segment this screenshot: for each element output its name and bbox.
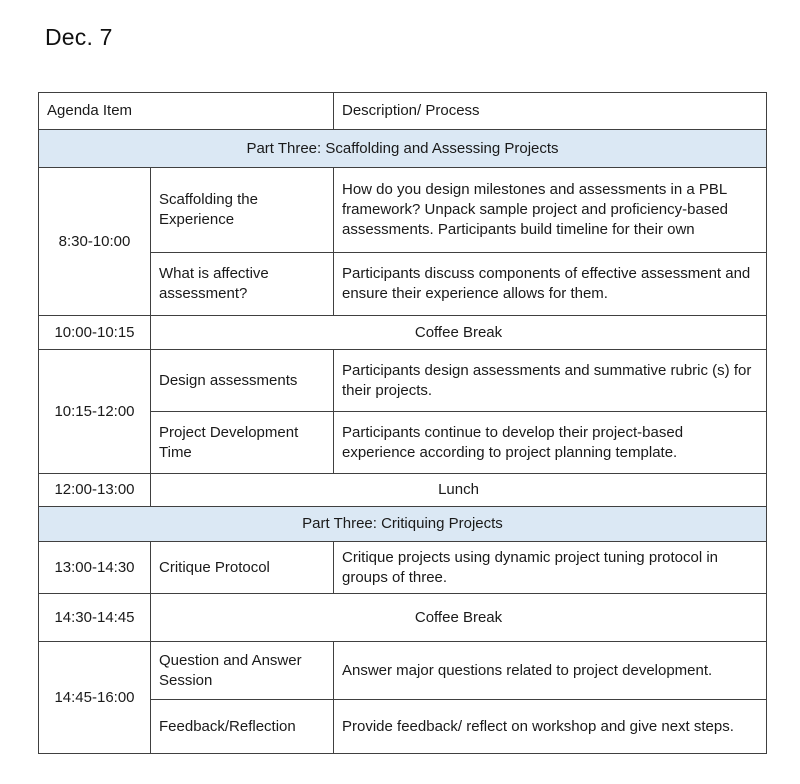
topic-cell: Critique Protocol	[151, 542, 334, 594]
agenda-table	[38, 92, 767, 754]
break-row	[39, 316, 767, 350]
table-row	[39, 350, 767, 412]
column-header-description-process: Description/ Process	[334, 93, 767, 130]
time-cell: 10:00-10:15	[39, 316, 151, 350]
description-cell: Participants design assessments and summative rubric (s) for their projects.	[334, 350, 767, 412]
description-cell: How do you design milestones and assessments in a PBL framework? Unpack sample project and proficiency-based assessments. Participants build timeline for their own	[334, 168, 767, 253]
page-title: Dec. 7	[45, 24, 113, 50]
table-row	[39, 168, 767, 253]
topic-cell: What is affective assessment?	[151, 253, 334, 316]
description-cell: Participants continue to develop their project-based experience according to project planning template.	[334, 412, 767, 474]
table-row	[39, 542, 767, 594]
time-cell: 14:45-16:00	[39, 642, 151, 754]
time-cell: 10:15-12:00	[39, 350, 151, 474]
description-cell: Provide feedback/ reflect on workshop and give next steps.	[334, 700, 767, 754]
section-title: Part Three: Scaffolding and Assessing Projects	[39, 130, 767, 168]
description-cell: Participants discuss components of effective assessment and ensure their experience allows for them.	[334, 253, 767, 316]
time-cell: 14:30-14:45	[39, 594, 151, 642]
break-label-cell: Lunch	[151, 474, 767, 507]
topic-cell: Scaffolding the Experience	[151, 168, 334, 253]
topic-cell: Project Development Time	[151, 412, 334, 474]
description-cell: Critique projects using dynamic project tuning protocol in groups of three.	[334, 542, 767, 594]
column-header-agenda-item: Agenda Item	[39, 93, 334, 130]
topic-cell: Design assessments	[151, 350, 334, 412]
time-cell: 8:30-10:00	[39, 168, 151, 316]
section-row-scaffolding	[39, 130, 767, 168]
section-title: Part Three: Critiquing Projects	[39, 507, 767, 542]
topic-cell: Feedback/Reflection	[151, 700, 334, 754]
time-cell: 12:00-13:00	[39, 474, 151, 507]
break-label-cell: Coffee Break	[151, 594, 767, 642]
section-row-critiquing	[39, 507, 767, 542]
table-header-row	[39, 93, 767, 130]
time-cell: 13:00-14:30	[39, 542, 151, 594]
break-row	[39, 594, 767, 642]
description-cell: Answer major questions related to project development.	[334, 642, 767, 700]
topic-cell: Question and Answer Session	[151, 642, 334, 700]
break-label-cell: Coffee Break	[151, 316, 767, 350]
break-row	[39, 474, 767, 507]
table-row	[39, 642, 767, 700]
